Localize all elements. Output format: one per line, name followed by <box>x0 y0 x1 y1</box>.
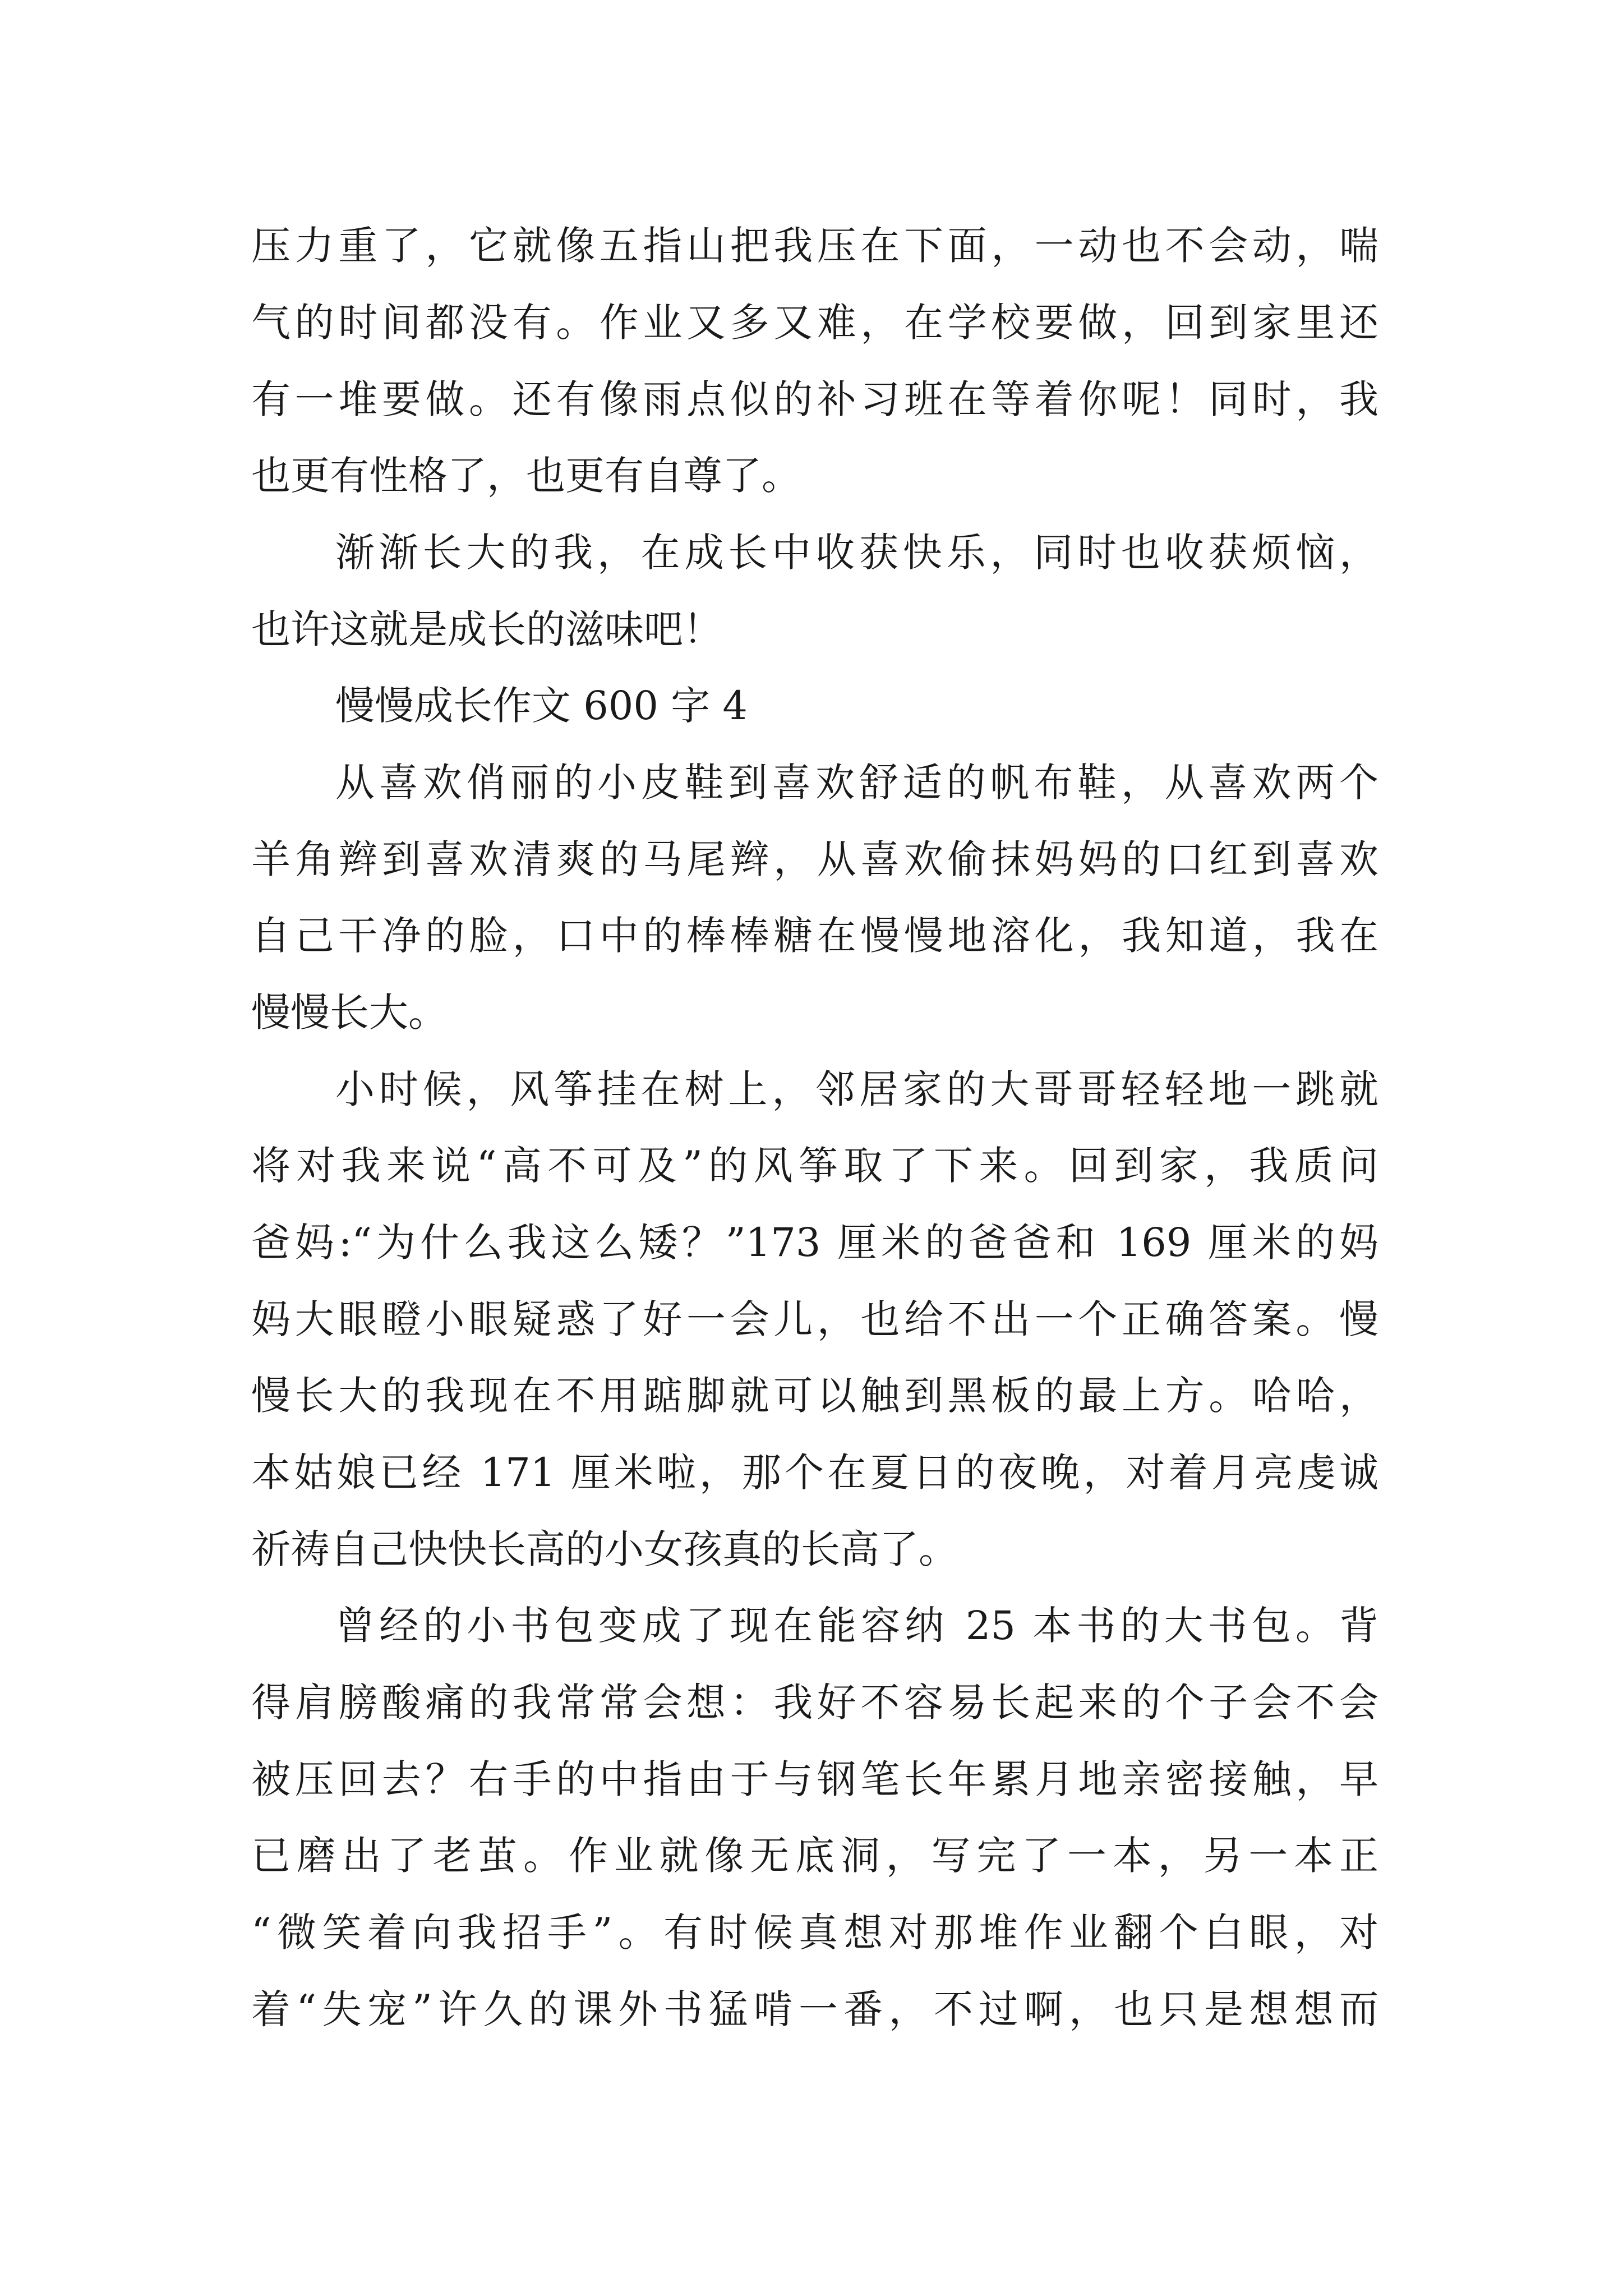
text-line: 压力重了，它就像五指山把我压在下面，一动也不会动，喘 <box>251 223 1378 269</box>
text-line: 羊角辫到喜欢清爽的马尾辫，从喜欢偷抹妈妈的口红到喜欢 <box>251 836 1378 882</box>
text-line: 小时候，风筝挂在树上，邻居家的大哥哥轻轻地一跳就 <box>335 1066 1378 1112</box>
text-line: 自己干净的脸，口中的棒棒糖在慢慢地溶化，我知道，我在 <box>251 913 1378 959</box>
text-line: 气的时间都没有。作业又多又难，在学校要做，回到家里还 <box>251 300 1378 346</box>
text-line: 将对我来说“高不可及”的风筝取了下来。回到家，我质问 <box>251 1143 1378 1189</box>
text-line: 也许这就是成长的滋味吧！ <box>251 606 722 652</box>
text-line: 本姑娘已经 171 厘米啦，那个在夏日的夜晚，对着月亮虔诚 <box>251 1450 1378 1496</box>
text-line: 妈大眼瞪小眼疑惑了好一会儿，也给不出一个正确答案。慢 <box>251 1296 1378 1342</box>
text-line: 慢慢长大。 <box>251 990 448 1036</box>
section-heading: 慢慢成长作文 600 字 4 <box>335 683 748 729</box>
text-line: 曾经的小书包变成了现在能容纳 25 本书的大书包。背 <box>335 1603 1378 1649</box>
text-line: 已磨出了老茧。作业就像无底洞，写完了一本，另一本正 <box>251 1833 1378 1879</box>
text-line: 着“失宠”许久的课外书猛啃一番，不过啊，也只是想想而 <box>251 1986 1378 2032</box>
text-line: 渐渐长大的我，在成长中收获快乐，同时也收获烦恼， <box>335 530 1378 576</box>
text-line: “微笑着向我招手”。有时候真想对那堆作业翻个白眼，对 <box>251 1910 1378 1955</box>
text-line: 爸妈:“为什么我这么矮？”173 厘米的爸爸和 169 厘米的妈 <box>251 1220 1378 1266</box>
text-line: 慢长大的我现在不用踮脚就可以触到黑板的最上方。哈哈， <box>251 1373 1378 1419</box>
text-line: 得肩膀酸痛的我常常会想：我好不容易长起来的个子会不会 <box>251 1680 1378 1726</box>
text-line: 被压回去？右手的中指由于与钢笔长年累月地亲密接触，早 <box>251 1756 1378 1802</box>
text-line: 有一堆要做。还有像雨点似的补习班在等着你呢！同时，我 <box>251 376 1378 422</box>
text-line: 也更有性格了，也更有自尊了。 <box>251 453 801 499</box>
text-line: 从喜欢俏丽的小皮鞋到喜欢舒适的帆布鞋，从喜欢两个 <box>335 760 1378 806</box>
text-line: 祈祷自己快快长高的小女孩真的长高了。 <box>251 1526 958 1572</box>
